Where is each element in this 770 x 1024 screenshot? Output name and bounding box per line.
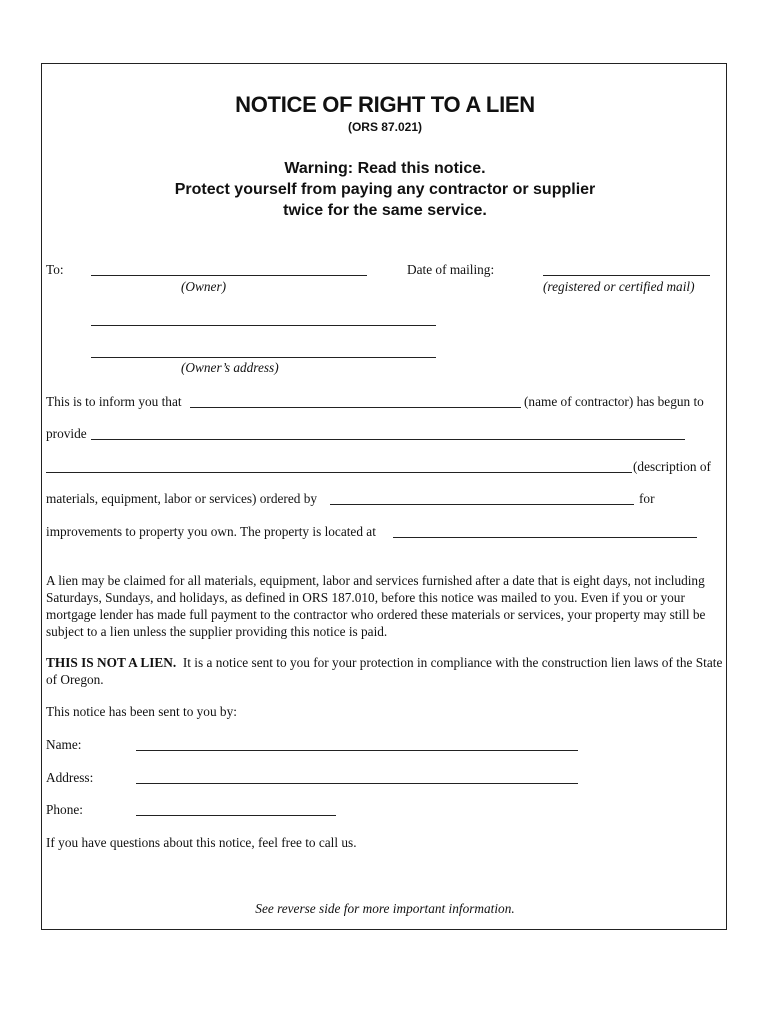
sender-phone-line[interactable]	[136, 815, 336, 816]
sender-name-label: Name:	[46, 737, 82, 752]
provide-line[interactable]	[91, 439, 685, 440]
owner-caption: (Owner)	[181, 279, 227, 294]
materials-text: materials, equipment, labor or services) ordered by	[46, 491, 318, 506]
warning-line-2: Protect yourself from paying any contractor or supplier	[174, 181, 596, 198]
not-a-lien-paragraph	[46, 654, 726, 688]
to-label: To:	[46, 262, 64, 277]
date-of-mailing-label: Date of mailing:	[407, 262, 495, 277]
description-line[interactable]	[46, 472, 632, 473]
ordered-by-line[interactable]	[330, 504, 634, 505]
sent-by-text: This notice has been sent to you by:	[46, 704, 237, 719]
improvements-text: improvements to property you own. The property is located at	[46, 524, 376, 539]
mail-caption: (registered or certified mail)	[543, 279, 695, 294]
for-text: for	[639, 491, 655, 506]
sender-address-line[interactable]	[136, 783, 578, 784]
owner-address-line-2[interactable]	[91, 357, 436, 358]
owner-address-caption: (Owner’s address)	[181, 360, 279, 375]
form-title: NOTICE OF RIGHT TO A LIEN	[235, 92, 535, 117]
owner-address-line-1[interactable]	[91, 325, 436, 326]
lien-claim-paragraph: A lien may be claimed for all materials, equipment, labor and services furnished after a date that is eight days, not including Saturdays, Sundays, and holidays, as defined in ORS 187.010, before this notice was mailed to you. Even if you or your mortgage lender has made full payment to the contractor who ordered these materials or services, your property may still be subject to a lien unless the supplier providing this notice is paid.	[46, 573, 706, 639]
not-a-lien-heading: THIS IS NOT A LIEN.	[46, 655, 177, 670]
not-a-lien-text: It is a notice sent to you for your protection in compliance with the construction lien laws of the State of Oregon.	[46, 655, 723, 687]
statute-reference: (ORS 87.021)	[347, 120, 423, 134]
owner-name-line[interactable]	[91, 275, 367, 276]
questions-text: If you have questions about this notice, feel free to call us.	[46, 835, 357, 850]
inform-text: This is to inform you that	[46, 394, 182, 409]
reverse-side-note: See reverse side for more important information.	[255, 901, 515, 916]
contractor-caption: (name of contractor) has begun to	[524, 394, 704, 409]
provide-text: provide	[46, 426, 87, 441]
sender-phone-label: Phone:	[46, 802, 83, 817]
warning-line-3: twice for the same service.	[283, 202, 487, 219]
sender-name-line[interactable]	[136, 750, 578, 751]
property-location-line[interactable]	[393, 537, 697, 538]
description-caption: (description of	[633, 459, 711, 474]
warning-heading: Warning: Read this notice.	[284, 160, 486, 177]
contractor-name-line[interactable]	[190, 407, 521, 408]
sender-address-label: Address:	[46, 770, 94, 785]
date-of-mailing-line[interactable]	[543, 275, 710, 276]
